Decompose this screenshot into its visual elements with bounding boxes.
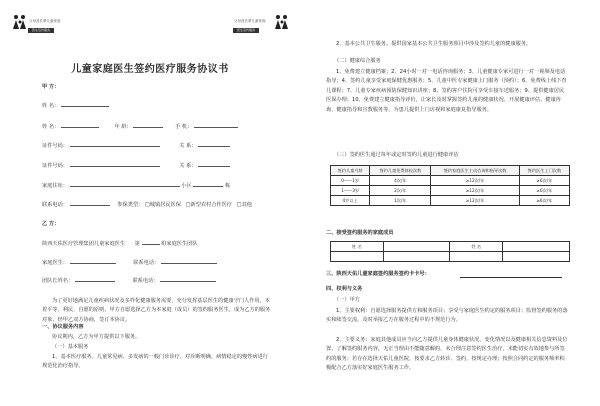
phone-field[interactable] xyxy=(194,122,238,128)
logo-caption: 父母及长辈儿童家庭 xyxy=(234,19,266,23)
logo xyxy=(12,14,72,42)
member-header-row xyxy=(331,242,570,252)
address-field[interactable] xyxy=(70,181,180,187)
address-row xyxy=(42,181,230,190)
relation2-label: 关 系： xyxy=(179,163,197,169)
member-header-cell: 姓 名 xyxy=(450,242,503,252)
contact-row xyxy=(42,200,252,209)
id2-field[interactable] xyxy=(70,161,160,167)
name2-field[interactable] xyxy=(61,122,99,128)
name2-row xyxy=(42,122,238,131)
table-header-cell: 签约儿童月龄 xyxy=(331,166,370,176)
table-cell: 0——1岁 xyxy=(331,176,370,186)
id-row xyxy=(42,141,230,150)
leader-row xyxy=(42,276,216,285)
table-cell: 1——3岁 xyxy=(331,186,370,196)
insurance-option-other[interactable]: □其他 xyxy=(236,202,252,208)
team-suffix: 组家庭医生团队 xyxy=(161,241,198,247)
section1-note: 协议期内，乙方为甲方提供以下服务。 xyxy=(52,334,141,340)
relation2-field[interactable] xyxy=(198,161,230,167)
leader-field[interactable] xyxy=(75,276,115,282)
logo-right xyxy=(232,14,292,42)
table-row xyxy=(331,196,570,206)
member-row xyxy=(331,252,570,262)
family-members-table xyxy=(330,241,570,262)
page-title: 儿童家庭医生签约医疗服务协议书 xyxy=(71,64,229,75)
age-label: 年 龄： xyxy=(114,124,132,130)
name-row xyxy=(42,101,109,110)
logo-bar: 医生签约服务 xyxy=(233,28,259,33)
table-row xyxy=(331,186,570,196)
family-logo-icon xyxy=(274,14,290,30)
intro-paragraph: 为了更好地满足儿童疾病状况及多样化健康服务需要，充分发挥基层医生的健康守门人作用，本着平等、利民、自愿的原则，甲方自愿选择乙方为本家庭（成员）的签约服务医生，成为乙方的服务对象，经甲乙双方协商，签订本协议。 xyxy=(42,298,271,323)
contact-label: 联系电话： xyxy=(42,202,68,208)
section1-heading: 一、协议服务内容 xyxy=(42,324,84,330)
phone2-label: 联系电话： xyxy=(133,260,160,266)
phone-label: 手 机： xyxy=(175,124,193,130)
basic-service-heading: （一）基本服务 xyxy=(52,344,89,350)
doctor-label: 家庭医生： xyxy=(42,260,68,266)
table-header-cell: 签约儿童免费体检次数 xyxy=(370,166,431,176)
id2-row xyxy=(42,161,230,170)
right2-paragraph: 2、主要义务：家庭其他成员应当向乙方提供儿童身体健康状况、变化情况以及健康相关信息资料及位置，了解签约服务内容，无正当理由不能随意解约，未合理注意签约医生治疗，未能切实有效地参与所签约的服务；若存在选择天佑儿童医院，按要求乙方转诊、签约，按规定办理；按照合同约定的服务频率积极配合乙方落实好家庭医生服务工作。 xyxy=(326,337,568,372)
member-name-field[interactable] xyxy=(503,242,570,252)
health-service-heading: （二）健康综合服务 xyxy=(334,58,381,64)
id-field[interactable] xyxy=(70,141,160,147)
phone3-label: 联系电话： xyxy=(132,278,159,284)
table-cell: ≥12次/年 xyxy=(431,176,519,186)
relation-label: 关 系： xyxy=(179,143,197,149)
item1-paragraph: 1、基本医疗服务。儿童常见病、多发病的一般门诊诊疗、对诊断明确、病情稳定的慢性病进行规范化治疗指导。 xyxy=(42,354,268,370)
phone2-field[interactable] xyxy=(161,258,217,264)
name2-label: 姓 名： xyxy=(42,124,60,130)
table-cell: 4次/年 xyxy=(370,176,431,186)
party-a-label: 甲 方： xyxy=(42,84,60,90)
org-row xyxy=(42,239,198,248)
table-cell: 2次/年 xyxy=(370,186,431,196)
address-label: 家庭住址： xyxy=(42,183,68,189)
relation-field[interactable] xyxy=(198,141,230,147)
phone3-field[interactable] xyxy=(160,276,216,282)
org-name: 陕西天佑医疗管理集团儿童家庭医生 xyxy=(42,241,126,247)
id2-label: 证件号码： xyxy=(42,163,68,169)
table-cell: ≥6次/年 xyxy=(519,196,569,206)
age-field[interactable] xyxy=(133,122,163,128)
table-cell: ≥12次/年 xyxy=(431,196,519,206)
name-field[interactable] xyxy=(61,101,109,107)
service-schedule-table xyxy=(330,165,570,206)
team-number-field[interactable] xyxy=(142,239,160,245)
member-name-field[interactable] xyxy=(383,242,450,252)
table-header-cell: 签约医生上门次数 xyxy=(519,166,569,176)
table-header-cell: 签约家庭医生主动咨询和指导次数 xyxy=(431,166,519,176)
insurance-option-urban[interactable]: □城镇居民医保 xyxy=(144,202,181,208)
table-cell: ≥6次/年 xyxy=(519,186,569,196)
section4-heading: 四、权利与义务 xyxy=(326,286,363,292)
id-label: 证件号码： xyxy=(42,143,68,149)
member-header-cell: 姓 名 xyxy=(331,242,384,252)
right-page xyxy=(300,0,600,406)
logo-caption: 父母及长辈儿童家庭 xyxy=(29,19,61,23)
right1-paragraph: 1、主要权利：自愿选择服务提供方和服务项目；享受与家庭医生约定的服务项目；监督签约服务的落实和续签交流，及时举报乙方在服务过程中的不规范行为。 xyxy=(326,308,568,324)
table-cell: ≥6次/年 xyxy=(519,176,569,186)
card-number-field[interactable] xyxy=(460,277,562,278)
item2-paragraph: 2、基本公共卫生服务。提供国家基本公共卫生服务项目中涉及签约儿童的健康服务。 xyxy=(336,41,532,47)
member-cell[interactable] xyxy=(331,252,384,262)
insurance-option-rural[interactable]: □新型农村合作医疗 xyxy=(185,202,232,208)
name-label: 姓 名： xyxy=(42,103,60,109)
benefits-paragraph: 1、免费建立健康档案；2、24小时一对一电话咨询服务；3、儿童健康专家可进行一对一视频及电话指导；4、签约儿童享受家庭保健优惠服务；5、儿童中医专家健康上门服务（预约）；6、免费线上线下育儿课程；7、儿童专家疾病预防保健知识讲座；8、签约客户住院可享受车接车送服务；9、提供健康居民医保办理；10、免费建立健康指导评价，让家长及时掌握签约儿童的健康状况、开展健康评估、健康咨询、健康指导和宣教服务等，为患儿提供上门访视和家庭康复指导服务。 xyxy=(326,69,567,113)
schedule-note: （三）签约医生通过每年或定时签约儿童进行健康评估 xyxy=(334,152,459,158)
member-cell[interactable] xyxy=(450,252,503,262)
table-cell: ≥12次/年 xyxy=(431,186,519,196)
contact-field[interactable] xyxy=(70,200,110,206)
doctor-field[interactable] xyxy=(70,258,116,264)
table-row xyxy=(331,176,570,186)
member-cell[interactable] xyxy=(503,252,570,262)
party-b-label: 乙 方： xyxy=(42,221,60,227)
logo-bar: 医生签约服务 xyxy=(28,28,54,33)
doctor-row xyxy=(42,258,217,267)
building-field[interactable] xyxy=(193,181,223,187)
section3-heading: 三、陕西天佑儿童家庭签约服务签约卡卡号： xyxy=(326,271,430,277)
family-logo-icon xyxy=(12,14,28,30)
leader-label: 团队长姓名： xyxy=(42,278,74,284)
table-cell: 1次/年 xyxy=(370,196,431,206)
district-suffix: 小区 xyxy=(181,183,192,189)
party-a-rights-heading: （一）甲方 xyxy=(334,297,360,303)
team-label: 第 xyxy=(134,241,140,247)
building-suffix: 栋 xyxy=(224,183,231,189)
table-cell: 4岁以上 xyxy=(331,196,370,206)
table-header-row xyxy=(331,166,570,176)
section2-heading: 二、接受签约服务的家庭成员 xyxy=(326,230,394,236)
insurance-label: 参保类型： xyxy=(117,202,144,208)
member-cell[interactable] xyxy=(383,252,450,262)
